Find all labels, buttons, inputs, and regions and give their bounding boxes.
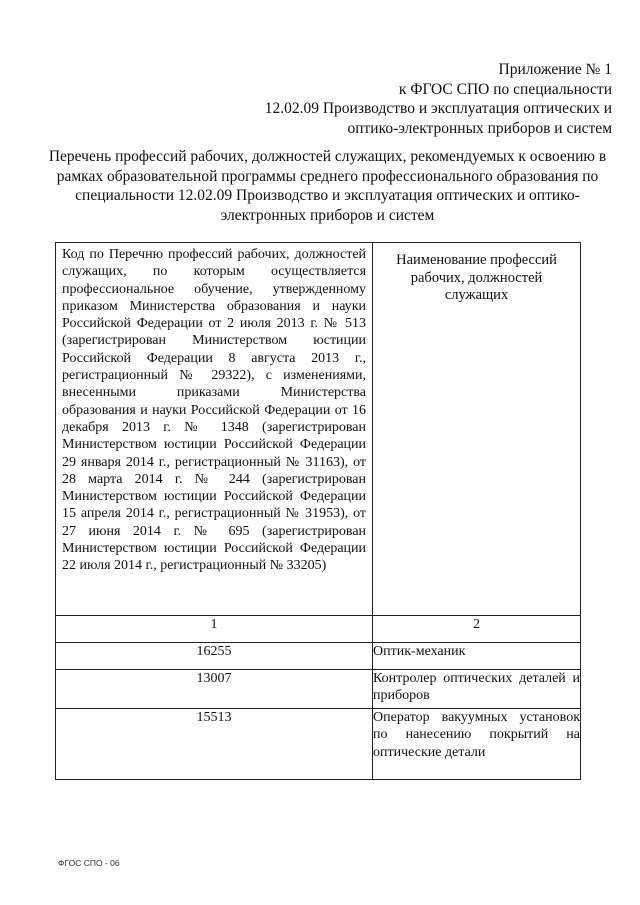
- column-number-2: 2: [373, 616, 581, 643]
- appendix-line: Приложение № 1: [498, 61, 612, 78]
- table-row: [56, 643, 581, 670]
- column-number-1: 1: [56, 616, 373, 643]
- appendix-header: [192, 60, 612, 138]
- appendix-line: оптико-электронных приборов и систем: [347, 119, 612, 137]
- profession-name: Контролер оптических деталей и приборов: [373, 670, 581, 709]
- profession-name: Оператор вакуумных установок по нанесению покрытий на оптические детали: [373, 709, 581, 780]
- title-line: электронных приборов и систем: [220, 206, 435, 224]
- document-title: [40, 147, 615, 225]
- table-row: [56, 670, 581, 709]
- table-header-row: [56, 243, 581, 616]
- title-line: Перечень профессий рабочих, должностей служащих, рекомендуемых к освоению в: [48, 148, 607, 165]
- footer-code: ФГОС СПО - 06: [58, 858, 120, 868]
- column-number-row: [56, 616, 581, 643]
- profession-code: 15513: [56, 709, 373, 780]
- profession-code: 13007: [56, 670, 373, 709]
- header-code-text: Код по Перечню профессий рабочих, должностей служащих, по которым осуществляется профессиональное обучение, утвержденному приказом Министерства образования и науки Российской Федерации от 2 июля 2013 г. № 513 (зарегистрирован Министерством юстиции Российской Федерации 8 августа 2013 г., регистрационный № 29322), с изменениями, внесенными приказами Министерства образования и науки Российской Федерации от 16 декабря 2013 г. № 1348 (зарегистрирован Министерством юстиции Российской Федерации 29 января 2014 г., регистрационный № 31163), от 28 марта 2014 г. № 244 (зарегистрирован Министерством юстиции Российской Федерации 15 апреля 2014 г., регистрационный № 31953), от 27 июня 2014 г. № 695 (зарегистрирован Министерством юстиции Российской Федерации 22 июля 2014 г., регистрационный № 33205): [62, 247, 367, 574]
- header-name-text: Наименование профессий рабочих, должностей служащих: [396, 252, 557, 303]
- title-line: специальности 12.02.09 Производство и эксплуатация оптических и оптико-: [75, 187, 580, 204]
- professions-table: [55, 242, 581, 780]
- table-row: [56, 709, 581, 780]
- header-cell-name: [373, 243, 581, 616]
- title-line: рамках образовательной программы среднего профессионального образования по: [56, 167, 599, 185]
- appendix-line: 12.02.09 Производство и эксплуатация оптических и: [264, 100, 612, 117]
- profession-name: Оптик-механик: [373, 643, 581, 670]
- header-cell-code: [56, 243, 373, 616]
- appendix-line: к ФГОС СПО по специальности: [398, 80, 612, 98]
- profession-code: 16255: [56, 643, 373, 670]
